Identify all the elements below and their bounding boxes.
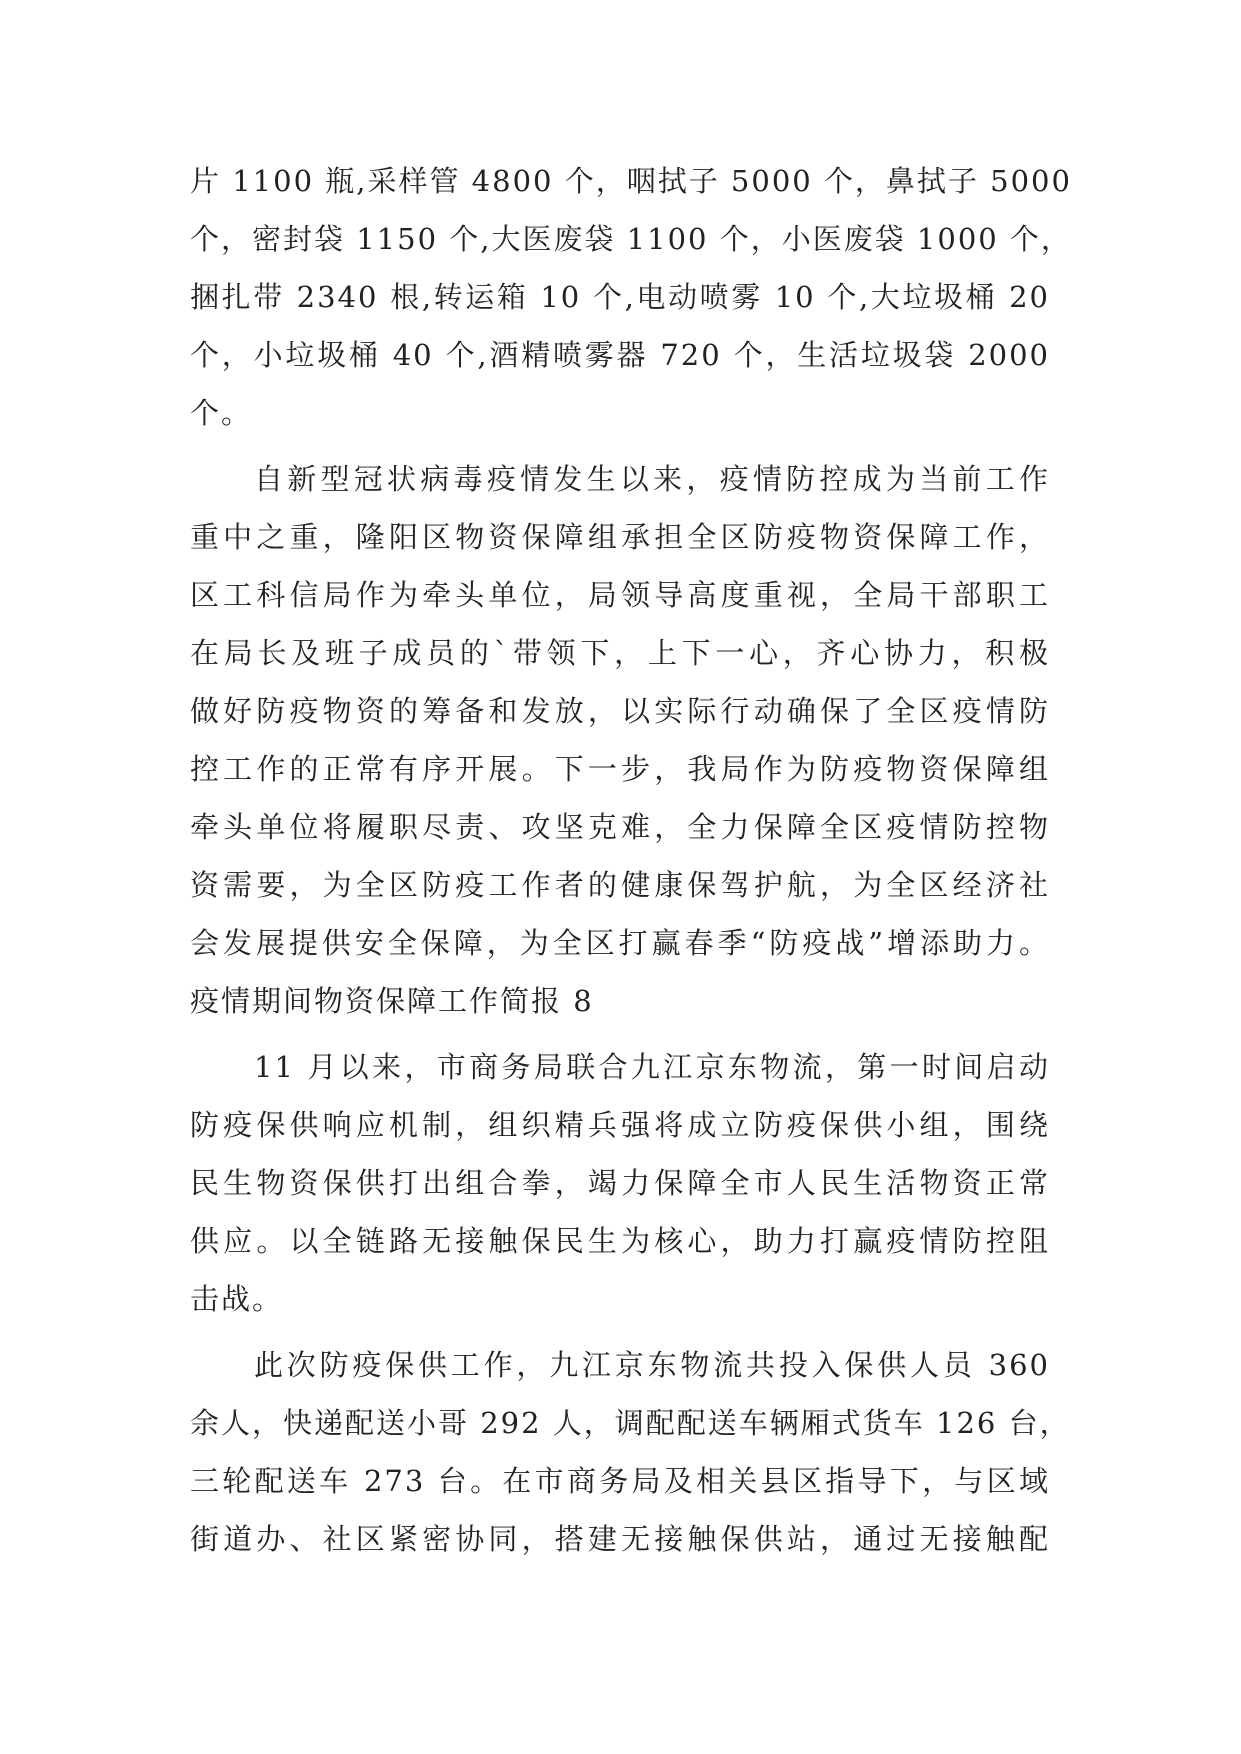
paragraph-line: 控工作的正常有序开展。下一步，我局作为防疫物资保障组 (190, 752, 1050, 786)
paragraph-line: 在局长及班子成员的`带领下，上下一心，齐心协力，积极 (190, 636, 1050, 670)
paragraph-line: 重中之重，隆阳区物资保障组承担全区防疫物资保障工作， (190, 520, 1050, 554)
paragraph-line: 个，密封袋 1150 个,大医废袋 1100 个，小医废袋 1000 个， (190, 222, 1072, 256)
paragraph-line: 片 1100 瓶,采样管 4800 个，咽拭子 5000 个，鼻拭子 5000 (190, 164, 1072, 198)
paragraph-line: 个。 (190, 396, 253, 430)
paragraph-line: 区工科信局作为牵头单位，局领导高度重视，全局干部职工 (190, 578, 1050, 612)
paragraph-spacer (190, 1030, 1050, 1038)
paragraph-line: 供应。以全链路无接触保民生为核心，助力打赢疫情防控阻 (190, 1224, 1050, 1258)
paragraph-line: 牵头单位将履职尽责、攻坚克难，全力保障全区疫情防控物 (190, 810, 1050, 844)
paragraph-line: 捆扎带 2340 根,转运箱 10 个,电动喷雾 10 个,大垃圾桶 20 (190, 280, 1050, 314)
paragraph-line: 防疫保供响应机制，组织精兵强将成立防疫保供小组，围绕 (190, 1108, 1050, 1142)
document-body (190, 152, 1072, 1568)
paragraph-line: 个，小垃圾桶 40 个,酒精喷雾器 720 个，生活垃圾袋 2000 (190, 338, 1050, 372)
paragraph-spacer (190, 1328, 1050, 1336)
paragraph-line: 余人，快递配送小哥 292 人，调配配送车辆厢式货车 126 台， (190, 1406, 1071, 1440)
section-title (190, 972, 1050, 1030)
paragraph-line: 街道办、社区紧密协同，搭建无接触保供站，通过无接触配 (190, 1522, 1050, 1556)
paragraph-1 (190, 152, 1072, 442)
paragraph-3 (190, 1038, 1050, 1328)
paragraph-line: 此次防疫保供工作，九江京东物流共投入保供人员 360 (254, 1348, 1050, 1382)
paragraph-line: 击战。 (190, 1282, 284, 1316)
paragraph-2 (190, 450, 1050, 972)
section-title-text: 疫情期间物资保障工作简报 8 (190, 984, 594, 1018)
paragraph-line: 11 月以来，市商务局联合九江京东物流，第一时间启动 (254, 1050, 1050, 1084)
paragraph-line: 会发展提供安全保障，为全区打赢春季“防疫战”增添助力。 (190, 926, 1050, 960)
paragraph-line: 民生物资保供打出组合拳，竭力保障全市人民生活物资正常 (190, 1166, 1050, 1200)
paragraph-line: 资需要，为全区防疫工作者的健康保驾护航，为全区经济社 (190, 868, 1050, 902)
paragraph-line: 三轮配送车 273 台。在市商务局及相关县区指导下，与区域 (190, 1464, 1050, 1498)
paragraph-4 (190, 1336, 1071, 1568)
paragraph-line: 自新型冠状病毒疫情发生以来，疫情防控成为当前工作 (254, 462, 1050, 496)
paragraph-line: 做好防疫物资的筹备和发放，以实际行动确保了全区疫情防 (190, 694, 1050, 728)
paragraph-spacer (190, 442, 1050, 450)
